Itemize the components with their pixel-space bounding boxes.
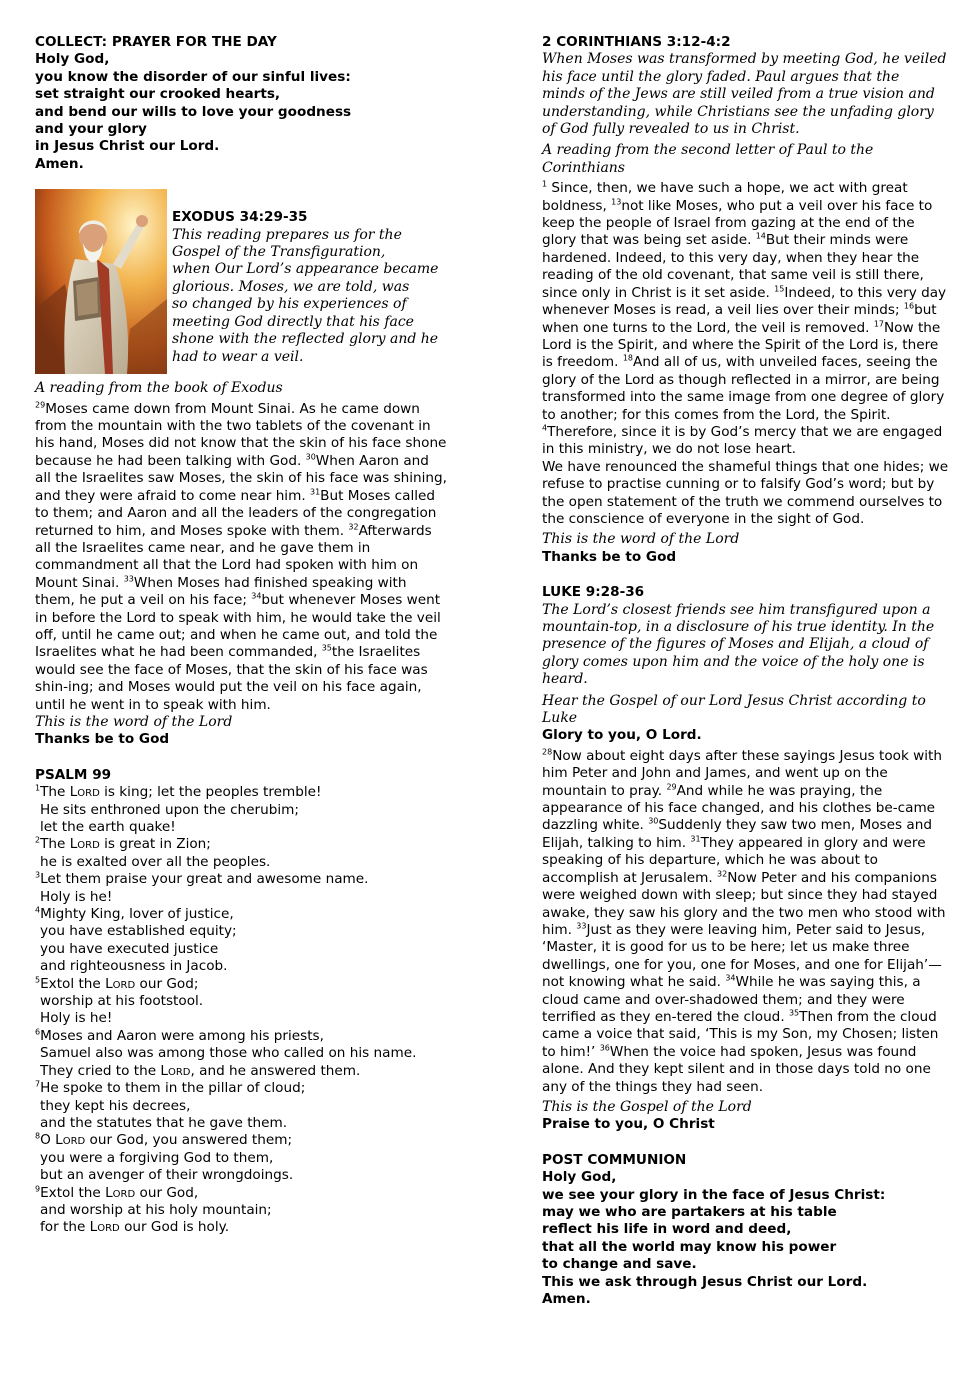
exodus-intro-line: had to wear a veil. [172, 348, 304, 365]
psalm-line: and worship at his holy mountain; [40, 1201, 272, 1218]
verse-number: 14 [755, 231, 766, 241]
verse-number: 2 [35, 835, 41, 845]
verse-number: 34 [251, 591, 262, 601]
collect-line: and your glory [35, 121, 147, 138]
psalm-text: Extol the [40, 975, 106, 992]
verse-number: 33 [123, 574, 134, 584]
exodus-intro-line: Gospel of the Transfiguration, [172, 244, 386, 261]
verse-text: And all of us, with unveiled faces, seeing the glory of the Lord as though reflected in a mirror, are being transformed into the same image from one degree of glory to another; for this comes from the Lord, the Spirit. [542, 354, 945, 423]
verse-text: When the voice had spoken, Jesus was found alone. And they kept silent and in those days told no one any of the things they had seen. [542, 1043, 931, 1095]
psalm-line: and righteousness in Jacob. [40, 958, 228, 975]
exodus-header-block [35, 189, 447, 374]
verse-number: 18 [622, 353, 634, 363]
verse-text: They appeared in glory and were speaking of his departure, which he was about to accomplish at Jerusalem. [542, 834, 926, 886]
post-communion-line: Amen. [542, 1291, 591, 1308]
verse-text: Indeed, to this very day whenever Moses is read, a veil lies over their minds; [542, 284, 947, 319]
corinthians-title: 2 CORINTHIANS 3:12-4:2 [542, 34, 731, 50]
verse-number: 28 [542, 747, 553, 757]
verse-text: not like Moses, who put a veil over his face to keep the people of Israel from gazing at the end of the glory that was being set aside. [542, 197, 933, 249]
collect-section [35, 34, 447, 173]
collect-line: Amen. [35, 155, 84, 172]
verse-number: 29 [35, 400, 46, 410]
verse-number: 32 [348, 521, 359, 531]
lord-smallcaps: Lord [89, 1219, 120, 1236]
collect-title: COLLECT: PRAYER FOR THE DAY [35, 34, 277, 50]
collect-line: and bend our wills to love your goodness [35, 103, 352, 120]
lord-smallcaps: Lord [105, 1184, 136, 1201]
exodus-reading-text [35, 401, 447, 714]
lord-smallcaps: Lord [160, 1062, 191, 1079]
collect-line: set straight our crooked hearts, [35, 86, 281, 103]
verse-text: When Aaron and all the Israelites saw Moses, the skin of his face was shining, and they were afraid to come near him. [35, 452, 448, 504]
verse-number: 6 [35, 1027, 41, 1037]
verse-text: Now the Lord is the Spirit, and where the Spirit of the Lord is, there is freedom. [542, 319, 941, 371]
verse-text: Suddenly they saw two men, Moses and Elijah, talking to him. [542, 817, 932, 851]
post-communion-section [542, 1152, 952, 1309]
psalm-text: Let them praise your great and awesome name. [40, 871, 369, 888]
psalm-text: our God; [135, 975, 199, 992]
verse-text: But Moses called to them; and Aaron and all the leaders of the congregation returned to him, and Moses spoke with them. [35, 487, 437, 539]
post-communion-line: we see your glory in the face of Jesus Christ: [542, 1186, 886, 1203]
luke-intro-line: heard. [542, 671, 588, 688]
exodus-response: Thanks be to God [35, 731, 170, 748]
corinthians-intro-line: understanding, while Christians see the unfading glory [542, 103, 934, 120]
verse-number: 36 [599, 1043, 610, 1053]
corinthians-intro-line: When Moses was transformed by meeting God, he veiled [542, 51, 947, 68]
exodus-word: This is the word of the Lord [35, 713, 233, 730]
corinthians-intro-line: his face until the glory faded. Paul argues that the [542, 68, 900, 85]
exodus-intro-line: This reading prepares us for the [172, 226, 402, 243]
psalm-line: and the statutes that he gave them. [40, 1114, 288, 1131]
psalm-text: our God, you answered them; [85, 1132, 293, 1149]
psalm-line: Samuel also was among those who called on his name. [40, 1045, 417, 1062]
lord-smallcaps: Lord [105, 975, 136, 992]
corinthians-reading-text [542, 424, 952, 459]
verse-text: When Moses had finished speaking with them, he put a veil on his face; [35, 574, 407, 609]
lord-smallcaps: Lord [69, 784, 100, 801]
collect-line: you know the disorder of our sinful lives: [35, 68, 351, 85]
verse-number: 30 [305, 452, 316, 462]
left-column [35, 34, 447, 1237]
verse-number: 16 [903, 301, 915, 311]
verse-text: the Israelites would see the face of Moses, that the skin of his face was shin-ing; and Moses would put the veil on his face again, until he went in to speak with him. [35, 644, 428, 713]
psalm-line: Holy is he! [40, 1010, 113, 1027]
psalm-text: , and he answered them. [190, 1062, 361, 1079]
psalm-text: The [40, 836, 70, 853]
verse-number: 32 [717, 869, 728, 879]
exodus-reading-from: A reading from the book of Exodus [35, 380, 283, 397]
luke-intro-line: The Lord’s closest friends see him transfigured upon a [542, 601, 931, 618]
verse-number: 15 [774, 284, 785, 294]
psalm-line [35, 1132, 447, 1149]
exodus-title: EXODUS 34:29-35 [172, 209, 308, 226]
corinthians-reading-from: A reading from the second letter of Paul to the Corinthians [542, 142, 874, 176]
verse-text: Afterwards all the Israelites came near, and he gave them in commandment all that the Lord had spoken with him on Mount Sinai. [35, 522, 432, 591]
verse-number: 33 [576, 921, 587, 931]
verse-text: Just as they were leaving him, Peter said to Jesus, ‘Master, it is good for us to be here; let us make three dwellings, one for you, one for Moses, and one for Elijah’—not knowing what he said. [542, 921, 942, 991]
verse-text: but whenever Moses went in before the Lord to speak with him, he would take the veil off, until he came out; and when he came out, and told the Israelites what he had been commanded, [35, 592, 441, 661]
psalm-line: He sits enthroned upon the cherubim; [40, 801, 299, 818]
corinthians-reading-text: We have renounced the shameful things that one hides; we refuse to practise cunning or to falsify God’s word; but by the open statement of the truth we commend ourselves to the conscience of everyone in the sight of God. [542, 458, 949, 527]
luke-title: LUKE 9:28-36 [542, 584, 645, 601]
luke-response: Praise to you, O Christ [542, 1116, 715, 1133]
psalm-line [35, 1028, 447, 1045]
verse-number: 5 [35, 975, 41, 985]
psalm-text: is king; let the peoples tremble! [99, 784, 322, 801]
psalm-line [35, 784, 447, 801]
luke-intro-line: mountain-top, in a disclosure of his true identity. In the [542, 619, 935, 635]
psalm-text: O [40, 1132, 56, 1149]
post-communion-line: that all the world may know his power [542, 1238, 837, 1255]
exodus-heading-text [172, 209, 452, 366]
verse-text: Now about eight days after these sayings Jesus took with him Peter and John and James, and went up on the mountain to pray. [542, 747, 943, 799]
collect-line: Holy God, [35, 51, 110, 68]
verse-text: but when one turns to the Lord, the veil is removed. [542, 302, 937, 336]
psalm-title: PSALM 99 [35, 766, 112, 783]
psalm-line [35, 976, 447, 993]
luke-intro-line: presence of the figures of Moses and Elijah, a cloud of [542, 636, 929, 653]
psalm-line [35, 871, 447, 888]
verse-number: 4 [542, 423, 548, 433]
verse-text: But their minds were hardened. Indeed, to this very day, when they hear the reading of the old covenant, that same veil is still there, since only in Christ is it set aside. [542, 232, 924, 301]
psalm-line [35, 1063, 447, 1080]
psalm-text: for the [40, 1219, 90, 1236]
verse-number: 9 [35, 1184, 41, 1193]
psalm-line [35, 836, 447, 853]
post-communion-line: This we ask through Jesus Christ our Lord. [542, 1273, 868, 1290]
collect-line: in Jesus Christ our Lord. [35, 138, 220, 155]
verse-number: 8 [35, 1131, 41, 1141]
verse-number: 17 [873, 318, 885, 328]
corinthians-intro-line: of God fully revealed to us in Christ. [542, 121, 800, 138]
luke-hear-line: Hear the Gospel of our Lord Jesus Christ according to [542, 692, 926, 709]
corinthians-response: Thanks be to God [542, 548, 677, 565]
corinthians-reading-text [542, 180, 952, 424]
psalm-line: you have established equity; [40, 923, 237, 940]
psalm-line: let the earth quake! [40, 819, 176, 835]
verse-text: And while he was praying, the appearance of his face changed, and his clothes be-came dazzling white. [542, 782, 936, 834]
verse-text: While he was saying this, a cloud came and over-shadowed them; and they were terrified as they en-tered the cloud. [542, 974, 921, 1025]
psalm-line: worship at his footstool. [40, 993, 204, 1010]
verse-number: 35 [788, 1008, 800, 1018]
psalm-text: our God is holy. [119, 1219, 230, 1236]
verse-number: 1 [35, 783, 41, 793]
exodus-intro-line: when Our Lord’s appearance became [172, 261, 439, 278]
luke-gospel-line: This is the Gospel of the Lord [542, 1098, 752, 1115]
lord-smallcaps: Lord [69, 836, 100, 853]
verse-number: 30 [648, 816, 659, 826]
verse-text: Then from the cloud came a voice that said, ‘This is my Son, my Chosen; listen to him!’ [542, 1008, 939, 1060]
post-communion-line: reflect his life in word and deed, [542, 1221, 792, 1238]
luke-glory: Glory to you, O Lord. [542, 727, 702, 744]
post-communion-title: POST COMMUNION [542, 1151, 687, 1168]
verse-number: 3 [35, 870, 41, 880]
right-column [542, 34, 952, 1308]
psalm-line [35, 1185, 447, 1202]
verse-number: 31 [690, 834, 701, 844]
psalm-text: Mighty King, lover of justice, [40, 906, 234, 923]
psalm-line: they kept his decrees, [40, 1097, 191, 1114]
verse-number: 35 [321, 643, 332, 653]
corinthians-intro-line: minds of the Jews are still veiled from a true vision and [542, 86, 935, 103]
exodus-intro-line: glorious. Moses, we are told, was [172, 278, 410, 295]
psalm-text: is great in Zion; [99, 836, 211, 853]
psalm-line [35, 1219, 447, 1236]
luke-section [542, 584, 952, 1134]
psalm-text: The [40, 784, 70, 801]
verse-text: Since, then, we have such a hope, we act with great boldness, [542, 180, 908, 214]
psalm-line: but an avenger of their wrongdoings. [40, 1167, 294, 1184]
psalm-text: He spoke to them in the pillar of cloud; [40, 1080, 306, 1097]
corinthians-section [542, 34, 952, 566]
post-communion-line: Holy God, [542, 1169, 617, 1186]
psalm-text: our God, [135, 1184, 199, 1201]
lord-smallcaps: Lord [55, 1132, 86, 1149]
moses-illustration [35, 189, 167, 374]
verse-number: 34 [725, 973, 736, 983]
verse-number: 29 [666, 782, 677, 792]
exodus-intro-line: meeting God directly that his face [172, 313, 414, 330]
exodus-intro-line: so changed by his experiences of [172, 296, 407, 313]
psalm-text: Moses and Aaron were among his priests, [40, 1027, 324, 1044]
verse-text: Therefore, since it is by God’s mercy that we are engaged in this ministry, we do not lose heart. [542, 423, 943, 458]
psalm-line: you were a forgiving God to them, [40, 1149, 274, 1166]
exodus-section [35, 380, 447, 749]
psalm-line: you have executed justice [40, 940, 219, 957]
psalm-line [35, 906, 447, 923]
psalm-text: Extol the [40, 1184, 106, 1201]
corinthians-word: This is the word of the Lord [542, 531, 740, 548]
luke-reading-text [542, 748, 952, 1096]
psalm-line: he is exalted over all the peoples. [40, 853, 271, 870]
verse-number: 13 [611, 197, 622, 207]
verse-text: Now Peter and his companions were weighed down with sleep; but since they had stayed awake, they saw his glory and the two men who stood with him. [542, 869, 946, 938]
luke-intro-line: glory comes upon him and the voice of the holy one is [542, 653, 925, 670]
psalm-line: Holy is he! [40, 888, 113, 905]
post-communion-line: may we who are partakers at his table [542, 1204, 837, 1220]
psalm-section [35, 767, 447, 1237]
luke-hear-line: Luke [542, 710, 578, 727]
verse-text: Moses came down from Mount Sinai. As he came down from the mountain with the two tablets of the covenant in his hand, Moses did not know that the skin of his face shone because he had been talking with God. [35, 400, 447, 469]
verse-number: 31 [309, 487, 321, 497]
verse-number: 4 [35, 905, 41, 915]
post-communion-line: to change and save. [542, 1256, 697, 1273]
verse-number: 7 [35, 1079, 41, 1089]
psalm-text: They cried to the [40, 1062, 161, 1079]
exodus-intro-line: shone with the reflected glory and he [172, 331, 439, 348]
psalm-line [35, 1080, 447, 1097]
verse-number: 1 [542, 179, 548, 189]
